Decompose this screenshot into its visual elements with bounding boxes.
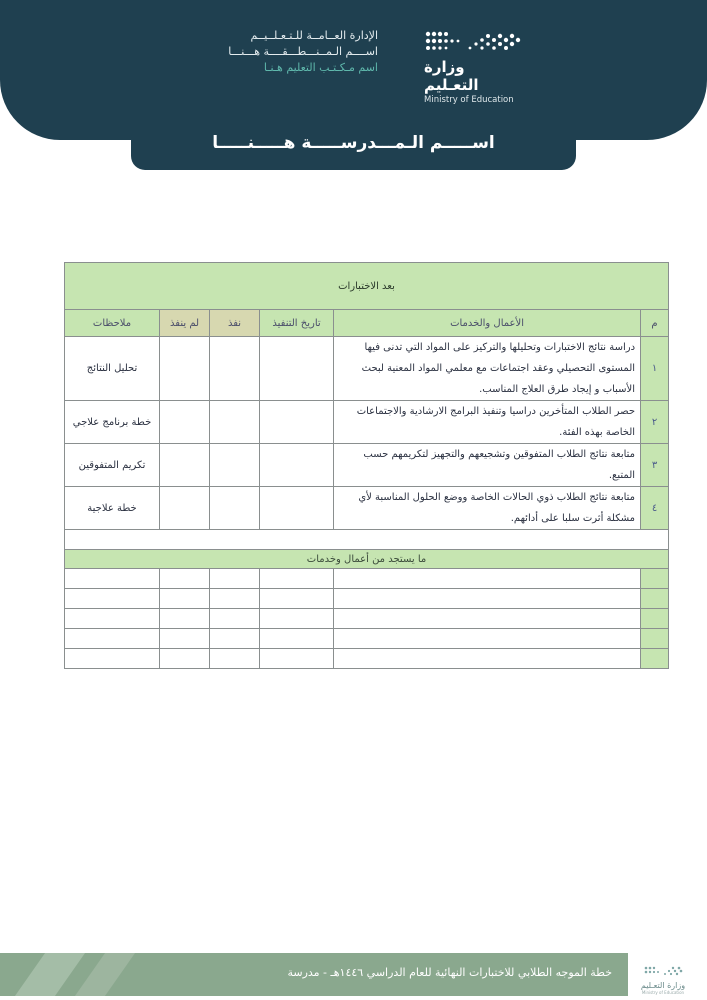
row-not-done-cell[interactable] — [160, 444, 210, 487]
empty-num-cell[interactable] — [641, 589, 669, 609]
table-row — [65, 444, 669, 487]
plan-table — [64, 262, 669, 669]
row-done-cell[interactable] — [210, 487, 260, 530]
empty-task-cell[interactable] — [334, 629, 641, 649]
row-not-done-cell[interactable] — [160, 401, 210, 444]
admin-line-1: الإدارة العــامــة للـتـعـلــيــم — [250, 29, 378, 42]
ministry-logo — [424, 30, 524, 105]
row-done-cell[interactable] — [210, 444, 260, 487]
administration-info — [228, 28, 378, 76]
empty-date-cell[interactable] — [260, 629, 334, 649]
row-not-done-cell[interactable] — [160, 487, 210, 530]
empty-note-cell[interactable] — [65, 609, 160, 629]
row-date-cell[interactable] — [260, 487, 334, 530]
spacer-row — [65, 530, 669, 550]
table-row — [65, 401, 669, 444]
empty-not-done-cell[interactable] — [160, 609, 210, 629]
empty-note-cell[interactable] — [65, 569, 160, 589]
row-done-cell[interactable] — [210, 337, 260, 401]
school-name: اســـــم الـمـــدرســـــة هـــــنـــــا — [212, 133, 495, 153]
row-task: حصر الطلاب المتأخرين دراسيا وتنفيذ البرامج الارشادية والاجتماعات الخاصة بهذه الفئة. — [334, 401, 641, 444]
empty-done-cell[interactable] — [210, 589, 260, 609]
empty-row — [65, 649, 669, 669]
table-header-row — [65, 310, 669, 337]
empty-not-done-cell[interactable] — [160, 589, 210, 609]
empty-task-cell[interactable] — [334, 589, 641, 609]
empty-task-cell[interactable] — [334, 609, 641, 629]
row-number: ١ — [641, 337, 669, 401]
col-header-num: م — [641, 310, 669, 337]
school-banner — [131, 116, 576, 170]
empty-row — [65, 609, 669, 629]
col-header-date: تاريخ التنفيذ — [260, 310, 334, 337]
row-not-done-cell[interactable] — [160, 337, 210, 401]
row-note: خطة علاجية — [65, 487, 160, 530]
empty-date-cell[interactable] — [260, 589, 334, 609]
spacer-cell — [65, 530, 669, 550]
row-task: متابعة نتائج الطلاب المتفوقين وتشجيعهم والتجهيز لتكريمهم حسب المتبع. — [334, 444, 641, 487]
row-date-cell[interactable] — [260, 444, 334, 487]
empty-row — [65, 629, 669, 649]
empty-done-cell[interactable] — [210, 609, 260, 629]
row-number: ٢ — [641, 401, 669, 444]
row-date-cell[interactable] — [260, 401, 334, 444]
empty-note-cell[interactable] — [65, 589, 160, 609]
row-done-cell[interactable] — [210, 401, 260, 444]
col-header-tasks: الأعمال والخدمات — [334, 310, 641, 337]
ministry-dots-icon — [424, 30, 522, 54]
table-title-row — [65, 263, 669, 310]
table-title: بعد الاختبارات — [65, 263, 669, 310]
empty-num-cell[interactable] — [641, 609, 669, 629]
new-section-title-row — [65, 550, 669, 569]
empty-date-cell[interactable] — [260, 609, 334, 629]
col-header-notes: ملاحظات — [65, 310, 160, 337]
col-header-not-done: لم ينفذ — [160, 310, 210, 337]
empty-not-done-cell[interactable] — [160, 629, 210, 649]
footer-text: خطة الموجه الطلابي للاختبارات النهائية للعام الدراسي ١٤٤٦هـ - مدرسة — [287, 966, 612, 979]
empty-done-cell[interactable] — [210, 629, 260, 649]
col-header-done: نفذ — [210, 310, 260, 337]
footer-logo-ar: وزارة التعـليم — [640, 981, 686, 990]
empty-done-cell[interactable] — [210, 649, 260, 669]
new-section-title: ما يستجد من أعمال وخدمات — [65, 550, 669, 569]
empty-row — [65, 589, 669, 609]
row-note: خطة برنامج علاجي — [65, 401, 160, 444]
admin-line-3: اسم مـكـتـب التعليم هـنـا — [263, 61, 378, 74]
empty-not-done-cell[interactable] — [160, 569, 210, 589]
footer-logo — [633, 962, 693, 995]
row-number: ٤ — [641, 487, 669, 530]
row-task: دراسة نتائج الاختبارات وتحليلها والتركيز على المواد التي تدنى فيها المستوى التحصيلي وعقد اجتماعات مع معلمي المواد المعنية لبحث الأسباب و إيجاد طرق العلاج المناسب. — [334, 337, 641, 401]
footer-decor-stripe — [15, 953, 85, 996]
table-row — [65, 487, 669, 530]
row-number: ٣ — [641, 444, 669, 487]
ministry-name-en: Ministry of Education — [424, 95, 514, 105]
empty-num-cell[interactable] — [641, 629, 669, 649]
footer-logo-en: Ministry of Education — [641, 990, 685, 995]
empty-task-cell[interactable] — [334, 649, 641, 669]
empty-row — [65, 569, 669, 589]
empty-note-cell[interactable] — [65, 629, 160, 649]
row-note: تحليل النتائج — [65, 337, 160, 401]
empty-done-cell[interactable] — [210, 569, 260, 589]
empty-task-cell[interactable] — [334, 569, 641, 589]
row-note: تكريم المتفوقين — [65, 444, 160, 487]
empty-date-cell[interactable] — [260, 569, 334, 589]
ministry-name-ar: وزارة التعـليم — [424, 58, 479, 94]
empty-not-done-cell[interactable] — [160, 649, 210, 669]
footer-decor-stripe — [75, 953, 135, 996]
page-footer — [0, 953, 628, 996]
row-task: متابعة نتائج الطلاب ذوي الحالات الخاصة ووضع الحلول المناسبة لأي مشكلة أثرت سلبا على أدائهم. — [334, 487, 641, 530]
row-date-cell[interactable] — [260, 337, 334, 401]
admin-line-2: اســــم الـمــنـــطـــقــــة هـــنـــا — [228, 45, 378, 58]
footer-logo-dots-icon — [643, 965, 683, 977]
empty-num-cell[interactable] — [641, 649, 669, 669]
empty-note-cell[interactable] — [65, 649, 160, 669]
empty-date-cell[interactable] — [260, 649, 334, 669]
table-row — [65, 337, 669, 401]
empty-num-cell[interactable] — [641, 569, 669, 589]
